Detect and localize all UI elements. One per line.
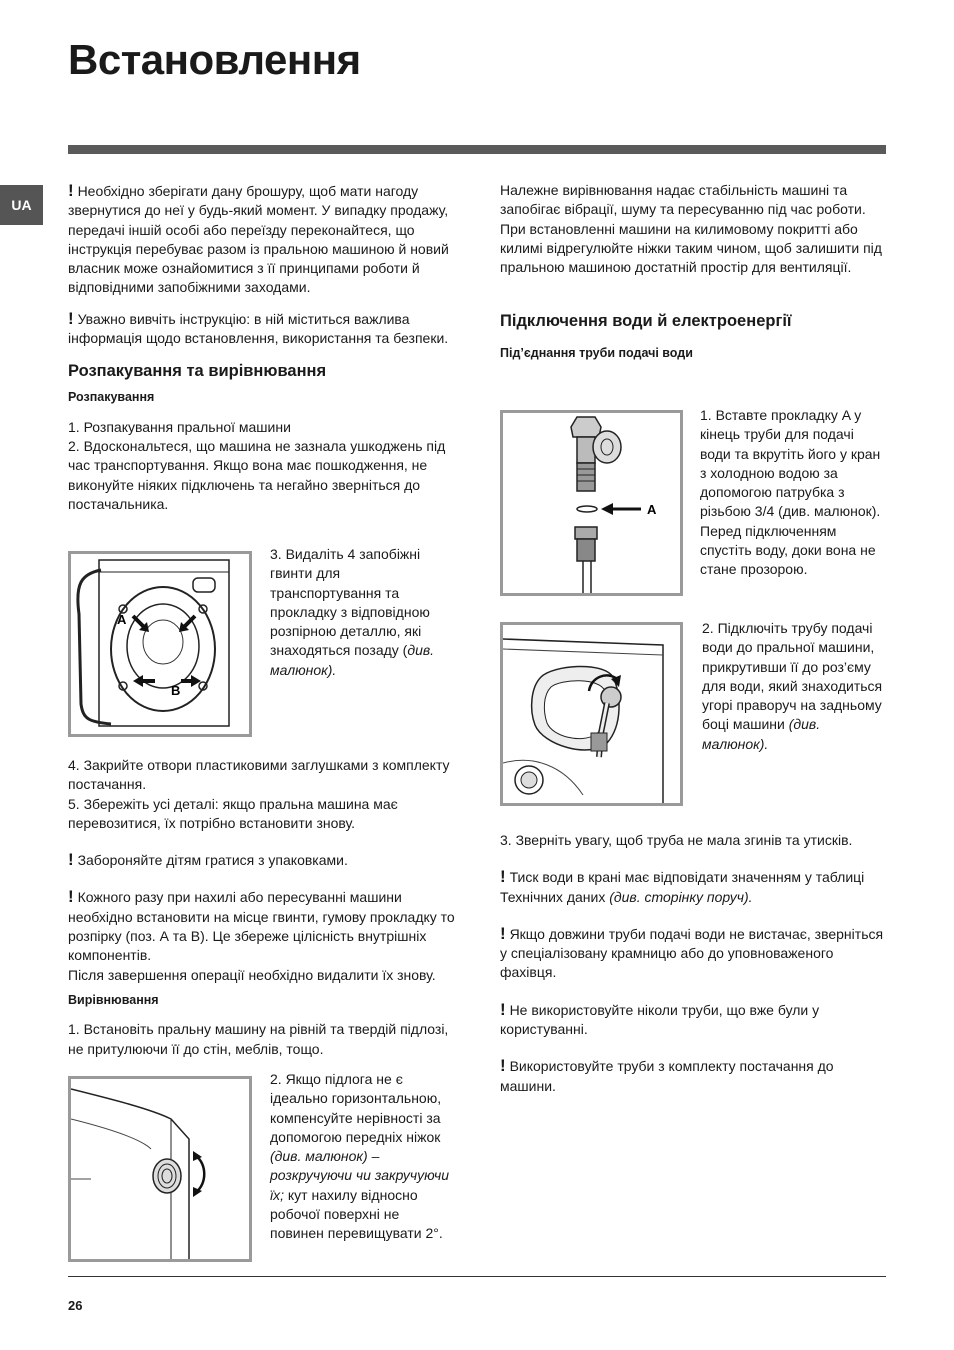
warning-read-manual: ! Уважно вивчіть інструкцію: в ній міститься важлива інформація щодо встановлення, використання та безпеки. [68,308,449,347]
leveling-foot-illustration [71,1079,249,1259]
warning-icon: ! [68,850,74,870]
unpack-step-2: 2. Вдоскональтеся, що машина не зазнала ушкоджень під час транспортування. Якщо вона має пошкодження, не виконуйте ніяких підключень та негайно зверніться до постачальника. [68,437,446,512]
level-step-1: 1. Встановіть пральну машину на рівній та твердій підлозі, не притулюючи її до стін, меблів, тощо. [68,1021,449,1057]
unpack-step-5: 5. Збережіть усі деталі: якщо пральна машина має перевозитися, їх потрібно встановити знову. [68,795,398,831]
warning-icon: ! [68,181,74,200]
warning-supplied-hoses: ! Використовуйте труби з комплекту постачання до машини. [500,1056,834,1094]
warning-icon: ! [500,999,506,1019]
subheading-level: Вирівнювання [68,992,159,1007]
warning-icon: ! [500,1056,506,1076]
section-heading-water: Підключення води й електроенергії [500,312,792,331]
right-column-top [500,181,890,364]
right-column-bottom [500,831,890,1096]
warning-icon: ! [68,308,74,328]
subheading-unpack: Розпакування [68,390,155,405]
figure-machine-back [68,551,252,737]
page-title: Встановлення [68,36,361,83]
header-rule [68,145,886,154]
machine-back-illustration [71,554,249,734]
warning-keep-manual: ! Необхідно зберігати дану брошуру, щоб мати нагоду звернутися до неї у будь-який момент. У випадку продажу, передачі іншій особі або переїзду переконайтеся, що інструкція перебуває разом із пральною машиною й новий власник може ознайомитися з її принципами роботи й відповідними запобіжними заходами. [68,181,449,296]
unpack-step-3: 3. Видаліть 4 запобіжні гвинти для транспортування та прокладку з відповідною розпірною деталлю, які знаходяться позаду (див. малюнок). [270,546,435,678]
section-heading-unpack-level: Розпакування та вирівнювання [68,362,327,381]
warning-screws: ! Кожного разу при нахилі або пересуванні машини необхідно встановити на місце гвинти, гумову прокладку то розпірку (поз. А та B). Це збереже цілісність внутрішніх компонентів. [68,887,455,964]
level-continued: Належне вирівнювання надає стабільність машині та запобігає вібрації, шуму та пересуванню під час роботи. При встановленні машини на килимовому покритті або килимі відрегулюйте ніжки таким чином, щоб залишити під пральною машиною достатній простір для вентиляції. [500,182,882,276]
hose-step-1: 1. Вставте прокладку A у кінець труби для подачі води та вкрутіть його у кран з холодною водою за допомогою патрубка з різьбою 3/4 (див. малюнок). Перед підключенням спустіть воду, доки вона не стане прозорою. [700,407,881,578]
warning-used-hoses: ! Не використовуйте ніколи труби, що вже були у користуванні. [500,999,820,1038]
subheading-hose: Під’єднання труби подачі води [500,346,693,361]
hose-tap-illustration [503,413,680,593]
level-step-2: 2. Якщо підлога не є ідеально горизонтальною, компенсуйте нерівності за допомогою передніх ніжок (див. малюнок) – розкручуючи чи закручуючи їх; кут нахилу відносно робочої поверхні не повинен перевищувати 2°. [270,1071,450,1242]
figure-leveling-foot [68,1076,252,1262]
label-a: A [117,612,127,627]
unpack-step-4: 4. Закрийте отвори пластиковими заглушками з комплекту постачання. [68,757,450,793]
warning-hose-length: ! Якщо довжини труби подачі води не вистачає, зверніться у спеціалізовану крамницю або до уповноваженого фахівця. [500,923,884,981]
figure-hose-tap [500,410,683,596]
hose-machine-illustration [503,625,680,803]
warning-children: ! Забороняйте дітям гратися з упаковками. [68,850,348,870]
page-number: 26 [68,1298,83,1313]
language-tab: UA [0,185,43,225]
left-column-top [68,181,458,514]
left-column-middle [68,756,460,1059]
warning-icon: ! [500,867,506,887]
warning-icon: ! [500,923,506,943]
warning-screws-remove: Після завершення операції необхідно видалити їх знову. [68,966,436,983]
warning-pressure: ! Тиск води в крані має відповідати значенням у таблиці Технічних даних (див. сторінку поруч). [500,867,865,905]
warning-icon: ! [68,887,74,907]
unpack-step-1: 1. Розпакування пральної машини [68,418,291,435]
label-b: B [171,683,181,698]
footer-rule [68,1276,886,1277]
hose-step-3: 3. Зверніть увагу, щоб труба не мала згинів та утисків. [500,832,853,848]
figure-hose-machine [500,622,683,806]
label-a: A [647,502,657,517]
hose-step-2: 2. Підключіть трубу подачі води до пральної машини, прикрутивши її до роз’єму для води, який знаходиться угорі праворуч на задньому боці машини (див. малюнок). [702,620,883,752]
